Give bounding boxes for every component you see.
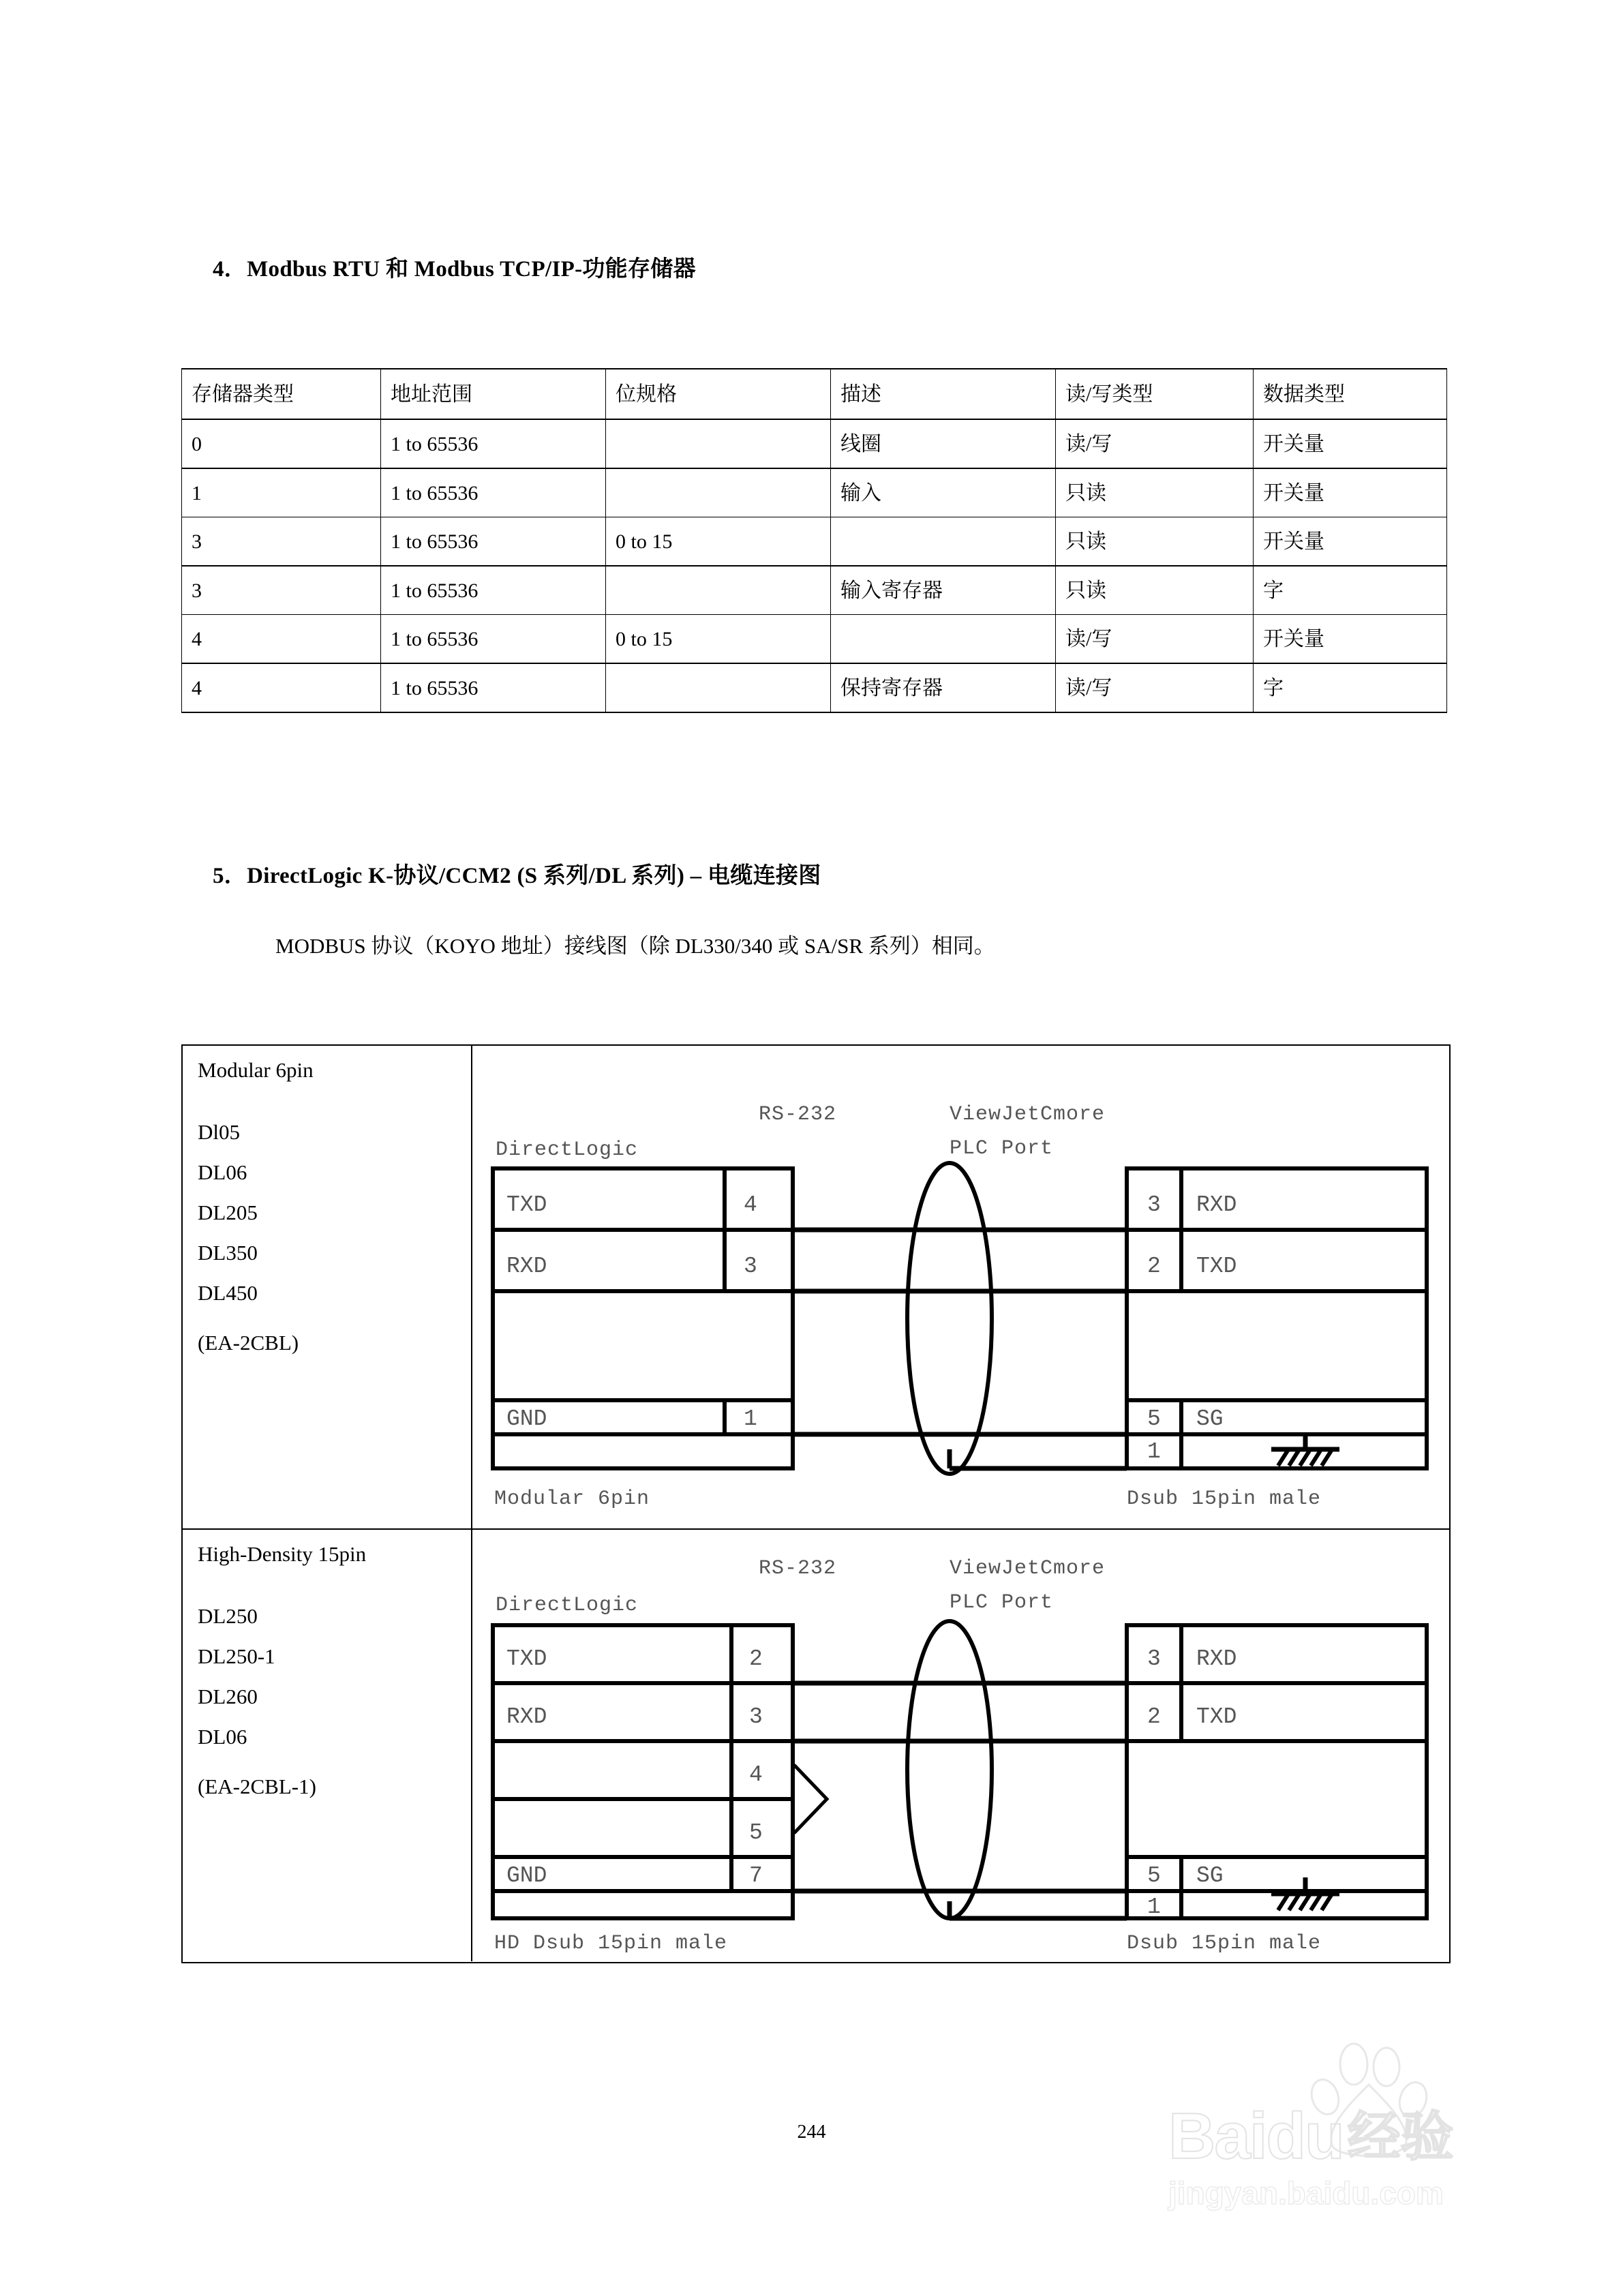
cell-address-range: 1 to 65536 [381, 615, 606, 664]
cable-labels-2 [183, 1530, 472, 1961]
column-header-data-type: 数据类型 [1254, 369, 1447, 419]
right-connector-footer: Dsub 15pin male [1127, 1487, 1322, 1511]
ground-symbol-icon [1271, 1434, 1339, 1466]
cable-diagram-row-1 [183, 1046, 1449, 1530]
cell-description: 输入寄存器 [831, 566, 1056, 615]
wiring-figure-1 [472, 1046, 1449, 1528]
right-device-title-2: PLC Port [950, 1591, 1054, 1614]
cell-description: 保持寄存器 [831, 663, 1056, 712]
right-connector-footer: Dsub 15pin male [1127, 1932, 1322, 1955]
model-item: DL06 [198, 1160, 247, 1184]
cell-bit-spec: 0 to 15 [606, 517, 831, 567]
left-device-title: DirectLogic [496, 1594, 639, 1617]
cable-labels-1 [183, 1046, 472, 1528]
left-signal-label: GND [506, 1863, 547, 1888]
cell-bit-spec [606, 566, 831, 615]
cell-data-type: 开关量 [1254, 615, 1447, 664]
cable-type-label: RS-232 [759, 1557, 837, 1580]
column-header-description: 描述 [831, 369, 1056, 419]
cell-rw-type: 读/写 [1056, 419, 1254, 468]
right-pin-number: 3 [1147, 1646, 1161, 1672]
section-5-heading: 5．DirectLogic K-协议/CCM2 (S 系列/DL 系列) – 电缆连接图 [213, 864, 821, 888]
model-item: DL450 [198, 1281, 258, 1305]
cell-memory-type: 0 [182, 419, 381, 468]
cell-address-range: 1 to 65536 [381, 468, 606, 517]
left-signal-label: GND [506, 1406, 547, 1432]
connector-title: Modular 6pin [198, 1058, 314, 1082]
left-pin-number: 4 [744, 1192, 757, 1218]
right-signal-label: RXD [1196, 1646, 1237, 1672]
model-item: DL250 [198, 1604, 258, 1628]
cell-description [831, 615, 1056, 664]
table-header-row [182, 369, 1447, 419]
column-header-memory-type: 存储器类型 [182, 369, 381, 419]
cell-data-type: 开关量 [1254, 419, 1447, 468]
cable-diagram-table [181, 1044, 1451, 1963]
cell-memory-type: 4 [182, 663, 381, 712]
column-header-address-range: 地址范围 [381, 369, 606, 419]
left-pin-number: 1 [744, 1406, 757, 1432]
right-signal-label: SG [1196, 1406, 1224, 1432]
right-device-title-1: ViewJetCmore [950, 1557, 1106, 1580]
table-row [182, 517, 1447, 567]
right-pin-number: 2 [1147, 1704, 1161, 1729]
left-pin-number: 7 [749, 1863, 763, 1888]
ground-symbol-icon [1271, 1877, 1339, 1910]
cell-description: 输入 [831, 468, 1056, 517]
cell-address-range: 1 to 65536 [381, 517, 606, 567]
table-row [182, 468, 1447, 517]
left-pin-number: 3 [749, 1704, 763, 1729]
right-pin-number: 1 [1147, 1439, 1161, 1464]
left-pin-number: 5 [749, 1820, 763, 1845]
left-signal-label: RXD [506, 1704, 547, 1729]
watermark-brand-cn: 经验 [1347, 2106, 1454, 2167]
cable-part-number: (EA-2CBL-1) [198, 1774, 316, 1798]
cable-shield-ellipse [907, 1621, 992, 1918]
right-signal-label: TXD [1196, 1254, 1237, 1279]
right-device-title-2: PLC Port [950, 1137, 1054, 1160]
column-header-bit-spec: 位规格 [606, 369, 831, 419]
column-header-rw-type: 读/写类型 [1056, 369, 1254, 419]
cable-shield-ellipse [907, 1163, 992, 1474]
cell-bit-spec [606, 663, 831, 712]
cell-data-type: 字 [1254, 566, 1447, 615]
left-pin-number: 2 [749, 1646, 763, 1672]
model-item: Dl05 [198, 1120, 240, 1144]
wiring-figure-2 [472, 1530, 1449, 1961]
right-connector-frame [1127, 1625, 1427, 1918]
table-row [182, 663, 1447, 712]
cell-memory-type: 1 [182, 468, 381, 517]
model-item: DL250-1 [198, 1644, 275, 1668]
cell-rw-type: 只读 [1056, 566, 1254, 615]
right-pin-number: 1 [1147, 1894, 1161, 1920]
cell-data-type: 开关量 [1254, 468, 1447, 517]
right-signal-label: SG [1196, 1863, 1224, 1888]
wire-connections [793, 1230, 1127, 1468]
page-number: 244 [797, 2121, 826, 2143]
jumper-bracket-icon [794, 1765, 827, 1833]
cell-description: 线圈 [831, 419, 1056, 468]
model-item: DL260 [198, 1685, 258, 1708]
watermark-brand: Baidu [1168, 2100, 1344, 2173]
modbus-memory-table [181, 368, 1447, 713]
right-pin-number: 5 [1147, 1406, 1161, 1432]
right-signal-label: RXD [1196, 1192, 1237, 1218]
cable-diagram-row-2 [183, 1530, 1449, 1961]
right-device-title-1: ViewJetCmore [950, 1103, 1106, 1126]
left-pin-number: 4 [749, 1762, 763, 1787]
left-connector-footer: Modular 6pin [494, 1487, 650, 1511]
cell-memory-type: 4 [182, 615, 381, 664]
cell-address-range: 1 to 65536 [381, 419, 606, 468]
left-signal-label: RXD [506, 1254, 547, 1279]
baidu-paw-icon [1302, 2040, 1431, 2162]
left-device-title: DirectLogic [496, 1138, 639, 1162]
cable-type-label: RS-232 [759, 1103, 837, 1126]
table-row [182, 615, 1447, 664]
cell-address-range: 1 to 65536 [381, 566, 606, 615]
right-signal-label: TXD [1196, 1704, 1237, 1729]
right-pin-number: 2 [1147, 1254, 1161, 1279]
cell-bit-spec: 0 to 15 [606, 615, 831, 664]
model-item: DL205 [198, 1200, 258, 1224]
model-item: DL06 [198, 1725, 247, 1749]
cell-address-range: 1 to 65536 [381, 663, 606, 712]
cell-memory-type: 3 [182, 566, 381, 615]
cell-memory-type: 3 [182, 517, 381, 567]
cell-bit-spec [606, 468, 831, 517]
table-row [182, 566, 1447, 615]
section-5-subtitle: MODBUS 协议（KOYO 地址）接线图（除 DL330/340 或 SA/SR 系列）相同。 [275, 934, 995, 958]
cell-rw-type: 只读 [1056, 468, 1254, 517]
section-4-heading: 4．Modbus RTU 和 Modbus TCP/IP-功能存储器 [213, 257, 696, 282]
cell-rw-type: 读/写 [1056, 615, 1254, 664]
left-signal-label: TXD [506, 1646, 547, 1672]
cell-description [831, 517, 1056, 567]
watermark-url: jingyan.baidu.com [1168, 2175, 1444, 2211]
left-pin-number: 3 [744, 1254, 757, 1279]
left-signal-label: TXD [506, 1192, 547, 1218]
cell-rw-type: 读/写 [1056, 663, 1254, 712]
wire-connections [793, 1683, 1127, 1918]
connector-title: High-Density 15pin [198, 1542, 367, 1566]
table-row [182, 419, 1447, 468]
right-pin-number: 3 [1147, 1192, 1161, 1218]
left-connector-footer: HD Dsub 15pin male [494, 1932, 728, 1955]
cell-bit-spec [606, 419, 831, 468]
right-pin-number: 5 [1147, 1863, 1161, 1888]
right-connector-frame [1127, 1168, 1427, 1468]
cell-rw-type: 只读 [1056, 517, 1254, 567]
cable-part-number: (EA-2CBL) [198, 1331, 299, 1355]
model-item: DL350 [198, 1241, 258, 1265]
cell-data-type: 开关量 [1254, 517, 1447, 567]
cell-data-type: 字 [1254, 663, 1447, 712]
